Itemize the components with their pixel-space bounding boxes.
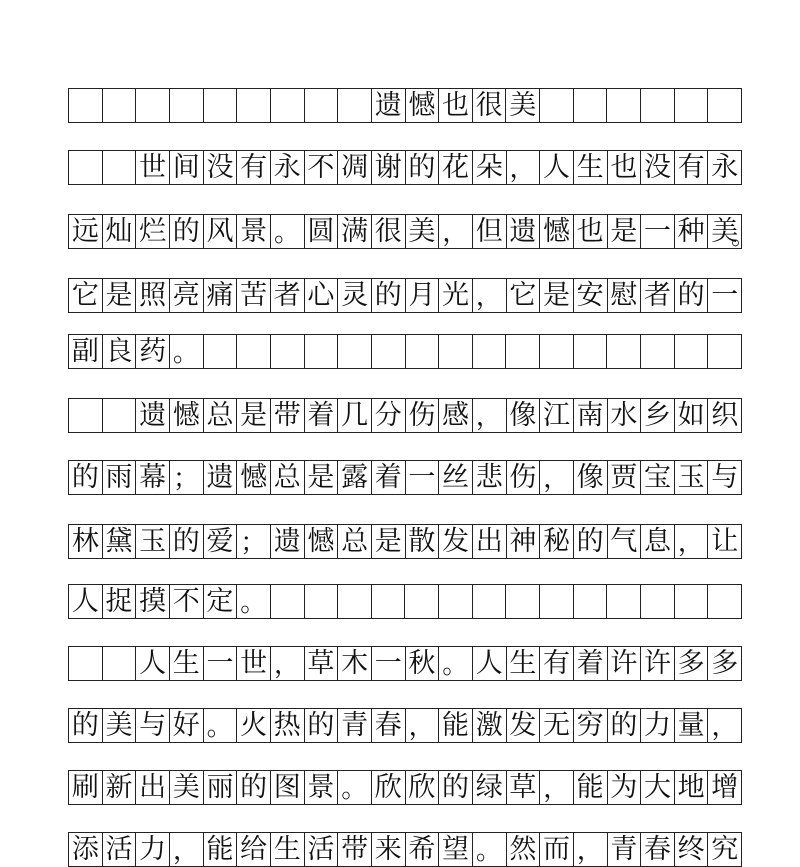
char-cell: 宝 <box>641 461 675 494</box>
char-cell: 者 <box>641 279 675 312</box>
char-cell: ， <box>439 215 473 248</box>
char-cell: 刷 <box>69 771 103 804</box>
essay-line-row <box>68 214 756 250</box>
title-char-cell <box>170 89 204 122</box>
title-char-cell: 美 <box>506 89 540 122</box>
essay-line-row <box>68 646 742 681</box>
char-cell: 热 <box>271 709 305 742</box>
title-char-cell <box>540 89 574 122</box>
char-cell: 一 <box>406 461 440 494</box>
char-cell: 添 <box>69 833 103 866</box>
char-cell: 春 <box>372 709 406 742</box>
char-cell: 分 <box>372 399 406 432</box>
char-cell: 圆 <box>305 215 339 248</box>
char-cell: ， <box>708 709 742 742</box>
char-cell: 几 <box>338 399 372 432</box>
char-cell <box>237 335 271 368</box>
char-cell: 乡 <box>641 399 675 432</box>
char-cell: 能 <box>574 771 608 804</box>
char-cell: 出 <box>473 525 507 558</box>
char-cell: ； <box>237 525 271 558</box>
essay-line-row <box>68 398 742 433</box>
char-cell: 。 <box>338 771 372 804</box>
char-cell: ， <box>473 279 507 312</box>
char-cell: 发 <box>507 709 541 742</box>
char-cell: 量 <box>675 709 709 742</box>
char-cell <box>271 585 305 618</box>
char-cell: 能 <box>204 833 238 866</box>
char-cell: 美 <box>170 771 204 804</box>
char-cell: 远 <box>69 215 103 248</box>
char-cell: 能 <box>439 709 473 742</box>
char-cell: 带 <box>271 399 305 432</box>
char-cell: 人 <box>473 647 507 680</box>
char-cell <box>607 335 641 368</box>
char-cell: 一 <box>708 279 742 312</box>
char-cell: 的 <box>170 525 204 558</box>
char-cell: ， <box>540 771 574 804</box>
char-cell: 美 <box>406 215 440 248</box>
char-cell: 与 <box>136 709 170 742</box>
char-cell: 青 <box>608 833 642 866</box>
char-cell <box>103 151 137 184</box>
char-cell: 朵 <box>473 151 507 184</box>
char-cell: 谢 <box>372 151 406 184</box>
title-char-cell: 很 <box>473 89 507 122</box>
char-cell: 。 <box>204 709 238 742</box>
char-cell: 秋 <box>406 647 440 680</box>
essay-line-row <box>68 832 742 867</box>
char-cell: 它 <box>69 279 103 312</box>
char-cell: 让 <box>708 525 742 558</box>
essay-line-row <box>68 708 742 743</box>
char-cell: 世 <box>136 151 170 184</box>
title-char-cell <box>136 89 170 122</box>
char-cell: 景 <box>305 771 339 804</box>
essay-line-row <box>68 278 742 313</box>
char-cell: 有 <box>237 151 271 184</box>
char-cell: 许 <box>608 647 642 680</box>
char-cell: 亮 <box>170 279 204 312</box>
char-cell <box>473 335 507 368</box>
char-cell: 生 <box>574 151 608 184</box>
char-cell: 者 <box>271 279 305 312</box>
char-cell: 大 <box>641 771 675 804</box>
char-cell <box>675 335 709 368</box>
char-cell: 感 <box>439 399 473 432</box>
title-char-cell: 遗 <box>372 89 406 122</box>
char-cell: 欣 <box>372 771 406 804</box>
char-cell: 灵 <box>338 279 372 312</box>
char-cell: 究 <box>708 833 742 866</box>
char-cell: 无 <box>540 709 574 742</box>
char-cell: 的 <box>439 771 473 804</box>
char-cell: 生 <box>170 647 204 680</box>
char-cell: 南 <box>574 399 608 432</box>
char-cell: 遗 <box>204 461 238 494</box>
char-cell: 是 <box>305 461 339 494</box>
char-cell: 花 <box>439 151 473 184</box>
char-cell: 。 <box>170 335 204 368</box>
char-cell: 它 <box>507 279 541 312</box>
char-cell: 一 <box>372 647 406 680</box>
char-cell: 生 <box>271 833 305 866</box>
char-cell: 的 <box>305 709 339 742</box>
essay-line-row <box>68 334 742 369</box>
char-cell: 着 <box>574 647 608 680</box>
char-cell: 如 <box>675 399 709 432</box>
char-cell: 定 <box>204 585 238 618</box>
essay-line-row <box>68 584 742 619</box>
char-cell: 良 <box>103 335 137 368</box>
essay-line-row <box>68 524 742 559</box>
char-cell <box>103 399 137 432</box>
char-cell: 着 <box>372 461 406 494</box>
char-cell: 木 <box>338 647 372 680</box>
char-cell: 丝 <box>439 461 473 494</box>
char-cell: 有 <box>675 151 709 184</box>
char-cell <box>574 335 608 368</box>
char-cell: 照 <box>136 279 170 312</box>
char-cell: 的 <box>237 771 271 804</box>
char-cell: ； <box>170 461 204 494</box>
char-cell <box>204 335 238 368</box>
char-cell: 给 <box>237 833 271 866</box>
char-cell <box>305 335 339 368</box>
char-cell: 安 <box>574 279 608 312</box>
char-cell <box>305 585 339 618</box>
char-cell: 光 <box>439 279 473 312</box>
char-cell: 的 <box>69 709 103 742</box>
char-cell: 活 <box>305 833 339 866</box>
char-cell: 水 <box>608 399 642 432</box>
char-cell: 与 <box>708 461 742 494</box>
title-char-cell <box>305 89 339 122</box>
char-cell: 。 <box>271 215 305 248</box>
char-cell: 江 <box>540 399 574 432</box>
title-char-cell <box>204 89 238 122</box>
char-cell: 伤 <box>406 399 440 432</box>
char-cell: 总 <box>338 525 372 558</box>
title-char-cell <box>708 89 742 122</box>
char-cell: 。 <box>473 833 507 866</box>
char-cell: 永 <box>708 151 742 184</box>
essay-line-row <box>68 150 742 185</box>
char-cell: 力 <box>136 833 170 866</box>
char-cell: 来 <box>372 833 406 866</box>
char-cell: 憾 <box>170 399 204 432</box>
char-cell: 贾 <box>608 461 642 494</box>
char-cell: 的 <box>608 709 642 742</box>
char-cell: 着 <box>305 399 339 432</box>
char-cell <box>372 335 406 368</box>
char-cell <box>641 585 675 618</box>
char-cell: 玉 <box>675 461 709 494</box>
char-cell: 新 <box>103 771 137 804</box>
char-cell: 没 <box>641 151 675 184</box>
char-cell: 遗 <box>136 399 170 432</box>
title-char-cell: 也 <box>439 89 473 122</box>
essay-grid-paper <box>68 88 756 866</box>
char-cell: 是 <box>608 215 642 248</box>
char-cell: 种 <box>675 215 709 248</box>
char-cell: 是 <box>372 525 406 558</box>
char-cell: 苦 <box>237 279 271 312</box>
char-cell: 出 <box>136 771 170 804</box>
char-cell: ， <box>170 833 204 866</box>
char-cell: 遗 <box>271 525 305 558</box>
char-cell: 是 <box>540 279 574 312</box>
char-cell: 草 <box>507 771 541 804</box>
char-cell: 春 <box>641 833 675 866</box>
char-cell: 而 <box>540 833 574 866</box>
char-cell: 也 <box>608 151 642 184</box>
char-cell: 绿 <box>473 771 507 804</box>
char-cell <box>439 335 473 368</box>
char-cell <box>641 335 675 368</box>
char-cell <box>439 585 473 618</box>
title-char-cell: 憾 <box>406 89 440 122</box>
char-cell: 丽 <box>204 771 238 804</box>
title-char-cell <box>607 89 641 122</box>
char-cell: 的 <box>574 525 608 558</box>
char-cell: 穷 <box>574 709 608 742</box>
char-cell: 散 <box>406 525 440 558</box>
char-cell <box>405 585 439 618</box>
char-cell <box>406 335 440 368</box>
char-cell: 息 <box>641 525 675 558</box>
char-cell: 但 <box>473 215 507 248</box>
char-cell: 一 <box>641 215 675 248</box>
char-cell: 美 。 <box>708 215 742 248</box>
char-cell <box>506 585 540 618</box>
char-cell <box>607 585 641 618</box>
char-cell <box>708 585 742 618</box>
char-cell: 烂 <box>136 215 170 248</box>
char-cell: 美 <box>103 709 137 742</box>
char-cell: 间 <box>170 151 204 184</box>
char-cell: 的 <box>675 279 709 312</box>
char-cell: 活 <box>103 833 137 866</box>
title-char-cell <box>271 89 305 122</box>
char-cell <box>708 335 742 368</box>
char-cell: 满 <box>338 215 372 248</box>
char-cell: 世 <box>237 647 271 680</box>
char-cell: 激 <box>473 709 507 742</box>
char-cell: 是 <box>237 399 271 432</box>
title-char-cell <box>237 89 271 122</box>
char-cell <box>675 585 709 618</box>
char-cell: 力 <box>641 709 675 742</box>
char-cell: 欣 <box>406 771 440 804</box>
char-cell <box>506 335 540 368</box>
char-cell: ， <box>540 461 574 494</box>
char-cell: 爱 <box>204 525 238 558</box>
char-cell: 。 <box>237 585 271 618</box>
char-cell: 心 <box>305 279 339 312</box>
char-cell: 有 <box>540 647 574 680</box>
char-cell: 好 <box>170 709 204 742</box>
char-cell: 药 <box>136 335 170 368</box>
char-cell: 人 <box>136 647 170 680</box>
char-cell: 气 <box>608 525 642 558</box>
title-char-cell <box>641 89 675 122</box>
char-cell: 露 <box>338 461 372 494</box>
char-cell: 不 <box>305 151 339 184</box>
char-cell: 地 <box>675 771 709 804</box>
title-char-cell <box>338 89 372 122</box>
char-cell: ， <box>507 151 541 184</box>
char-cell: 像 <box>507 399 541 432</box>
char-cell <box>473 585 507 618</box>
char-cell: 的 <box>372 279 406 312</box>
char-cell: 望 <box>439 833 473 866</box>
char-cell: 带 <box>338 833 372 866</box>
char-cell: 是 <box>103 279 137 312</box>
char-cell: 灿 <box>103 215 137 248</box>
char-cell: 发 <box>439 525 473 558</box>
char-cell: 生 <box>507 647 541 680</box>
char-cell: 增 <box>708 771 742 804</box>
title-char-cell <box>103 89 137 122</box>
char-cell: 多 <box>708 647 742 680</box>
char-cell <box>69 647 103 680</box>
char-cell: 憾 <box>540 215 574 248</box>
title-row <box>68 88 742 123</box>
essay-line-row <box>68 770 742 805</box>
char-cell <box>103 647 137 680</box>
title-char-cell <box>574 89 608 122</box>
char-cell: 总 <box>204 399 238 432</box>
char-cell: 。 <box>439 647 473 680</box>
title-char-cell <box>69 89 103 122</box>
overflow-punctuation: 。 <box>731 222 756 250</box>
char-cell: 人 <box>540 151 574 184</box>
title-char-cell <box>675 89 709 122</box>
char-cell: 憾 <box>237 461 271 494</box>
char-cell: ， <box>406 709 440 742</box>
char-cell: 青 <box>338 709 372 742</box>
char-cell: 人 <box>69 585 103 618</box>
char-cell: 很 <box>372 215 406 248</box>
char-cell: 捉 <box>103 585 137 618</box>
char-cell: 终 <box>675 833 709 866</box>
char-cell: 痛 <box>204 279 238 312</box>
char-cell <box>372 585 406 618</box>
char-cell: 风 <box>204 215 238 248</box>
char-cell: 一 <box>204 647 238 680</box>
char-cell: 火 <box>237 709 271 742</box>
char-cell: 不 <box>170 585 204 618</box>
char-cell: 月 <box>406 279 440 312</box>
char-cell: 悲 <box>473 461 507 494</box>
char-cell: 永 <box>271 151 305 184</box>
char-cell: 慰 <box>608 279 642 312</box>
char-cell: 希 <box>406 833 440 866</box>
char-cell: 凋 <box>338 151 372 184</box>
char-cell: 的 <box>170 215 204 248</box>
char-cell: 景 <box>237 215 271 248</box>
char-cell: 黛 <box>103 525 137 558</box>
essay-line-row <box>68 460 742 495</box>
char-cell: 遗 <box>507 215 541 248</box>
char-cell: 草 <box>305 647 339 680</box>
char-cell: 织 <box>708 399 742 432</box>
char-cell <box>338 335 372 368</box>
char-cell <box>540 585 574 618</box>
char-cell: 摸 <box>136 585 170 618</box>
char-cell: ， <box>271 647 305 680</box>
char-cell: 的 <box>406 151 440 184</box>
char-cell: ， <box>574 833 608 866</box>
char-cell: ， <box>675 525 709 558</box>
char-cell: 雨 <box>103 461 137 494</box>
char-cell: 林 <box>69 525 103 558</box>
char-cell: 为 <box>608 771 642 804</box>
char-cell <box>540 335 574 368</box>
char-cell: 然 <box>507 833 541 866</box>
char-cell <box>574 585 608 618</box>
char-cell: 没 <box>204 151 238 184</box>
char-cell: 玉 <box>136 525 170 558</box>
char-cell: 副 <box>69 335 103 368</box>
char-cell: 图 <box>271 771 305 804</box>
char-cell: 神 <box>507 525 541 558</box>
char-cell <box>338 585 372 618</box>
char-cell: 许 <box>641 647 675 680</box>
char-cell: 也 <box>574 215 608 248</box>
char-cell: 秘 <box>540 525 574 558</box>
char-cell <box>69 151 103 184</box>
char-cell: ， <box>473 399 507 432</box>
char-cell <box>69 399 103 432</box>
char-cell: 像 <box>574 461 608 494</box>
char-cell: 的 <box>69 461 103 494</box>
char-cell: 总 <box>271 461 305 494</box>
char-cell <box>271 335 305 368</box>
char-cell: 憾 <box>305 525 339 558</box>
char-cell: 伤 <box>507 461 541 494</box>
char-cell: 幕 <box>136 461 170 494</box>
char-cell: 多 <box>675 647 709 680</box>
